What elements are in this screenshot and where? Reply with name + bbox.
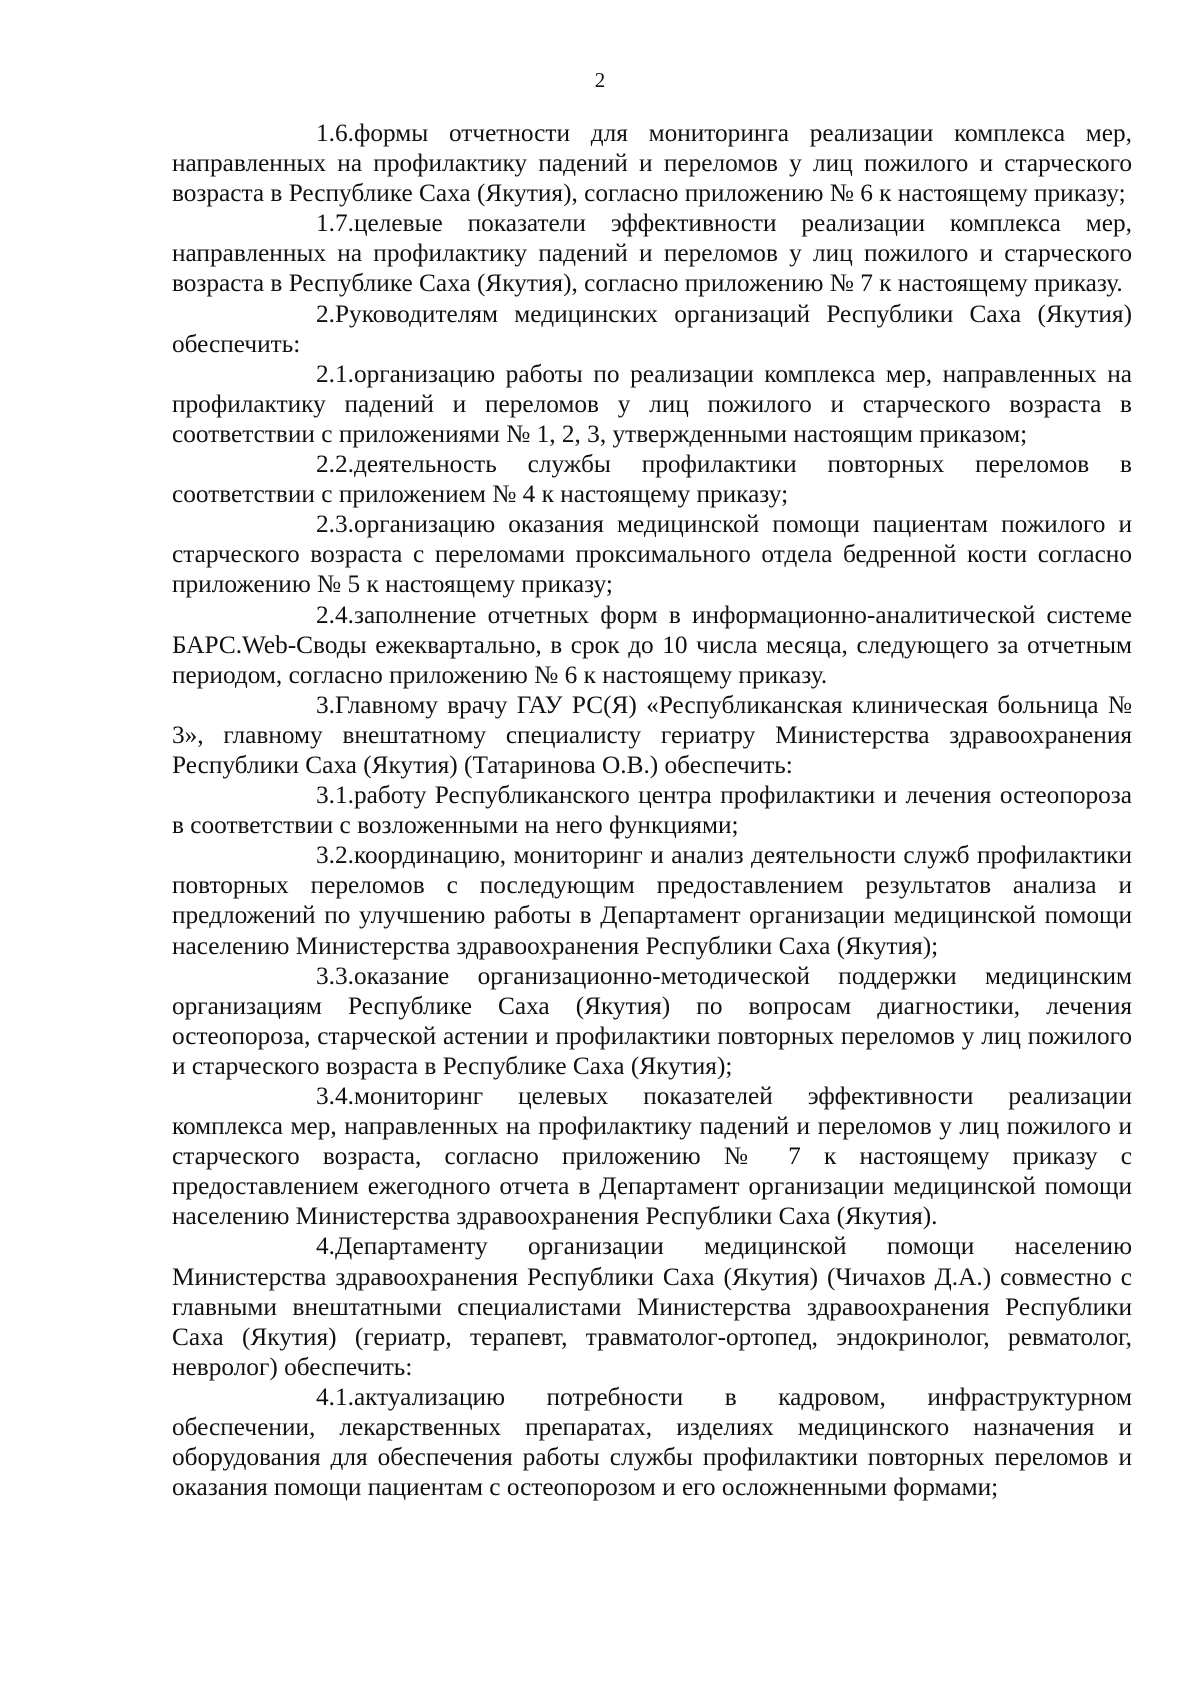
paragraph-text: актуализацию потребности в кадровом, инфраструктурном обеспечении, лекарственных препаратах, изделиях медицинского назначения и оборудования для обеспечения работы службы профилактики повторных переломов и оказания помощи пациентам с остеопорозом и его осложненными формами;: [172, 1382, 1132, 1502]
paragraph-text: целевые показатели эффективности реализации комплекса мер, направленных на профилактику падений и переломов у лиц пожилого и старческого возраста в Республике Саха (Якутия), согласно приложению № 7 к настоящему приказу.: [172, 209, 1132, 298]
paragraph-4-1: [172, 1382, 1132, 1502]
paragraph-number: 3.2.: [316, 841, 354, 870]
paragraph-text: организацию работы по реализации комплекса мер, направленных на профилактику падений и переломов у лиц пожилого и старческого возраста в соответствии с приложениями № 1, 2, 3, утвержденными настоящим приказом;: [172, 359, 1132, 448]
paragraph-number: 2.3.: [316, 510, 354, 539]
paragraph-2: [172, 299, 1132, 359]
paragraph-4: [172, 1231, 1132, 1381]
paragraph-number: 2.4.: [316, 600, 354, 629]
paragraph-number: 2.2.: [316, 450, 354, 479]
paragraph-number: 2.1.: [316, 359, 354, 388]
paragraph-number: 1.6.: [316, 119, 354, 147]
paragraph-text: оказание организационно-методической поддержки медицинским организациям Республике Саха (Якутия) по вопросам диагностики, лечения остеопороза, старческой астении и профилактики повторных переломов у лиц пожилого и старческого возраста в Республике Саха (Якутия);: [172, 961, 1132, 1080]
paragraph-text: Руководителям медицинских организаций Республики Саха (Якутия) обеспечить:: [172, 299, 1132, 358]
paragraph-text: работу Республиканского центра профилактики и лечения остеопороза в соответствии с возложенными на него функциями;: [172, 781, 1132, 840]
paragraph-2-2: [172, 449, 1132, 509]
paragraph-2-3: [172, 509, 1132, 599]
paragraph-number: 3.1.: [316, 781, 354, 810]
paragraph-3: [172, 690, 1132, 780]
page-number: 2: [594, 68, 606, 92]
paragraph-text: деятельность службы профилактики повторных переломов в соответствии с приложением № 4 к настоящему приказу;: [172, 450, 1132, 509]
paragraph-number: 4.1.: [316, 1382, 354, 1411]
paragraph-number: 4.: [316, 1232, 335, 1261]
paragraph-1-6: [172, 118, 1132, 208]
paragraph-3-3: [172, 961, 1132, 1081]
paragraph-3-4: [172, 1081, 1132, 1231]
paragraph-3-1: [172, 780, 1132, 840]
paragraph-number: 1.7.: [316, 209, 354, 238]
paragraph-text: Главному врачу ГАУ РС(Я) «Республиканская клиническая больница № 3», главному внештатному специалисту гериатру Министерства здравоохранения Республики Саха (Якутия) (Татаринова О.В.) обеспечить:: [172, 690, 1132, 779]
paragraph-3-2: [172, 840, 1132, 960]
paragraph-text: координацию, мониторинг и анализ деятельности служб профилактики повторных переломов с последующим предоставлением результатов анализа и предложений по улучшению работы в Департамент организации медицинской помощи населению Министерства здравоохранения Республики Саха (Якутия);: [172, 841, 1132, 960]
paragraph-2-4: [172, 600, 1132, 690]
paragraph-number: 3.3.: [316, 961, 354, 990]
paragraph-number: 3.: [316, 690, 335, 719]
paragraph-1-7: [172, 208, 1132, 298]
paragraph-text: Департаменту организации медицинской помощи населению Министерства здравоохранения Республики Саха (Якутия) (Чичахов Д.А.) совместно с главными внештатными специалистами Министерства здравоохранения Республики Саха (Якутия) (гериатр, терапевт, травматолог-ортопед, эндокринолог, ревматолог, невролог) обеспечить:: [172, 1232, 1132, 1381]
document-body: [172, 118, 1132, 1502]
paragraph-number: 2.: [316, 299, 335, 328]
paragraph-number: 3.4.: [316, 1082, 354, 1110]
paragraph-text: формы отчетности для мониторинга реализации комплекса мер, направленных на профилактику падений и переломов у лиц пожилого и старческого возраста в Республике Саха (Якутия), согласно приложению № 6 к настоящему приказу;: [172, 119, 1132, 208]
paragraph-text: заполнение отчетных форм в информационно-аналитической системе БАРС.Web-Своды ежеквартально, в срок до 10 числа месяца, следующего за отчетным периодом, согласно приложению № 6 к настоящему приказу.: [172, 600, 1132, 689]
paragraph-text: организацию оказания медицинской помощи пациентам пожилого и старческого возраста с переломами проксимального отдела бедренной кости согласно приложению № 5 к настоящему приказу;: [172, 510, 1132, 599]
paragraph-text: мониторинг целевых показателей эффективности реализации комплекса мер, направленных на профилактику падений и переломов у лиц пожилого и старческого возраста, согласно приложению № 7 к настоящему приказу с предоставлением ежегодного отчета в Департамент организации медицинской помощи населению Министерства здравоохранения Республики Саха (Якутия).: [172, 1082, 1132, 1231]
paragraph-2-1: [172, 359, 1132, 449]
